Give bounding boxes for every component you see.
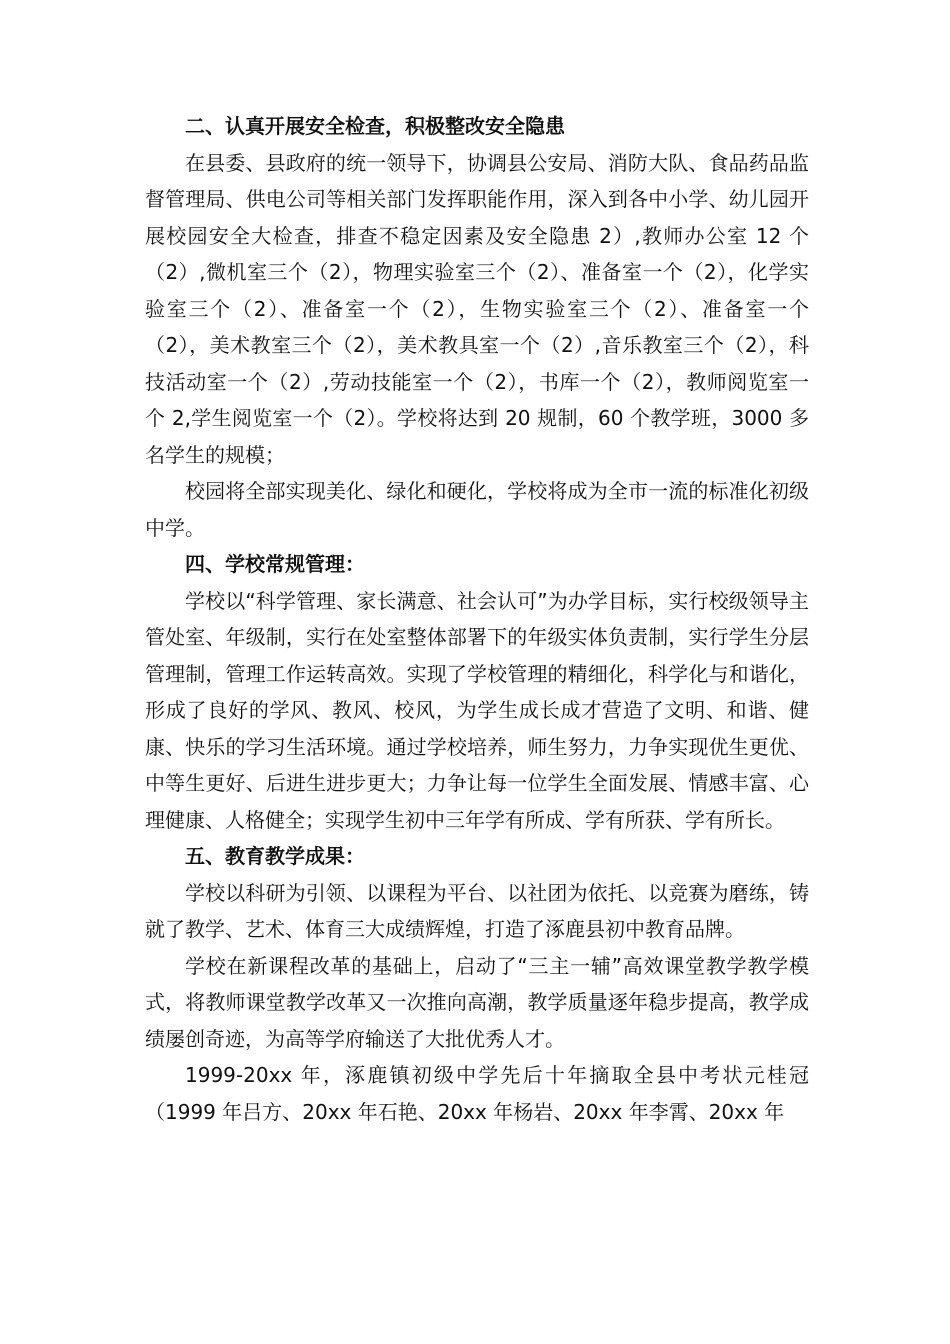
paragraph-curriculum-reform: 学校在新课程改革的基础上，启动了“三主一辅”高效课堂教学教学模式，将教师课堂教学改革又一次推向高潮，教学质量逐年稳步提高，教学成绩屡创奇迹，为高等学府输送了大批优秀人才。 — [145, 953, 809, 1051]
section-heading-routine-management: 四、学校常规管理： — [185, 552, 365, 576]
paragraph-research-led-results: 学校以科研为引领、以课程为平台、以社团为依托、以竞赛为磨练，铸就了教学、艺术、体育三大成绩辉煌，打造了涿鹿县初中教育品牌。 — [145, 880, 809, 941]
paragraph-campus-beautification: 校园将全部实现美化、绿化和硬化，学校将成为全市一流的标准化初级中学。 — [145, 479, 809, 540]
paragraph-safety-inspection-details: 在县委、县政府的统一领导下，协调县公安局、消防大队、食品药品监督管理局、供电公司等相关部门发挥职能作用，深入到各中小学、幼儿园开展校园安全大检查，排查不稳定因素及安全隐患 2）,教师办公室 12 个（2）,微机室三个（2），物理实验室三个（2）、准备室一个（2），化学实验室三个（2）、准备室一个（2），生物实验室三个（2）、准备室一个（2），美术教室三个（2），美术教具室一个（2）,音乐教室三个（2），科技活动室一个（2）,劳动技能室一个（2），书库一个（2），教师阅览室一个 2,学生阅览室一个（2）。学校将达到 20 规制，60 个教学班，3000 多名学生的规模； — [145, 150, 809, 467]
document-page — [145, 108, 809, 1130]
paragraph-exam-champions: 1999-20xx 年，涿鹿镇初级中学先后十年摘取全县中考状元桂冠（1999 年吕方、20xx 年石艳、20xx 年杨岩、20xx 年李霄、20xx 年 — [145, 1063, 809, 1124]
paragraph-routine-management: 学校以“科学管理、家长满意、社会认可”为办学目标，实行校级领导主管处室、年级制，实行在处室整体部署下的年级实体负责制，实行学生分层管理制，管理工作运转高效。实现了学校管理的精细化，科学化与和谐化，形成了良好的学风、教风、校风，为学生成长成才营造了文明、和谐、健康、快乐的学习生活环境。通过学校培养，师生努力，力争实现优生更优、中等生更好、后进生进步更大；力争让每一位学生全面发展、情感丰富、心理健康、人格健全；实现学生初中三年学有所成、学有所获、学有所长。 — [145, 588, 809, 832]
section-heading-teaching-results: 五、教育教学成果： — [185, 844, 365, 868]
section-heading-safety-inspection: 二、认真开展安全检查，积极整改安全隐患 — [185, 114, 565, 138]
